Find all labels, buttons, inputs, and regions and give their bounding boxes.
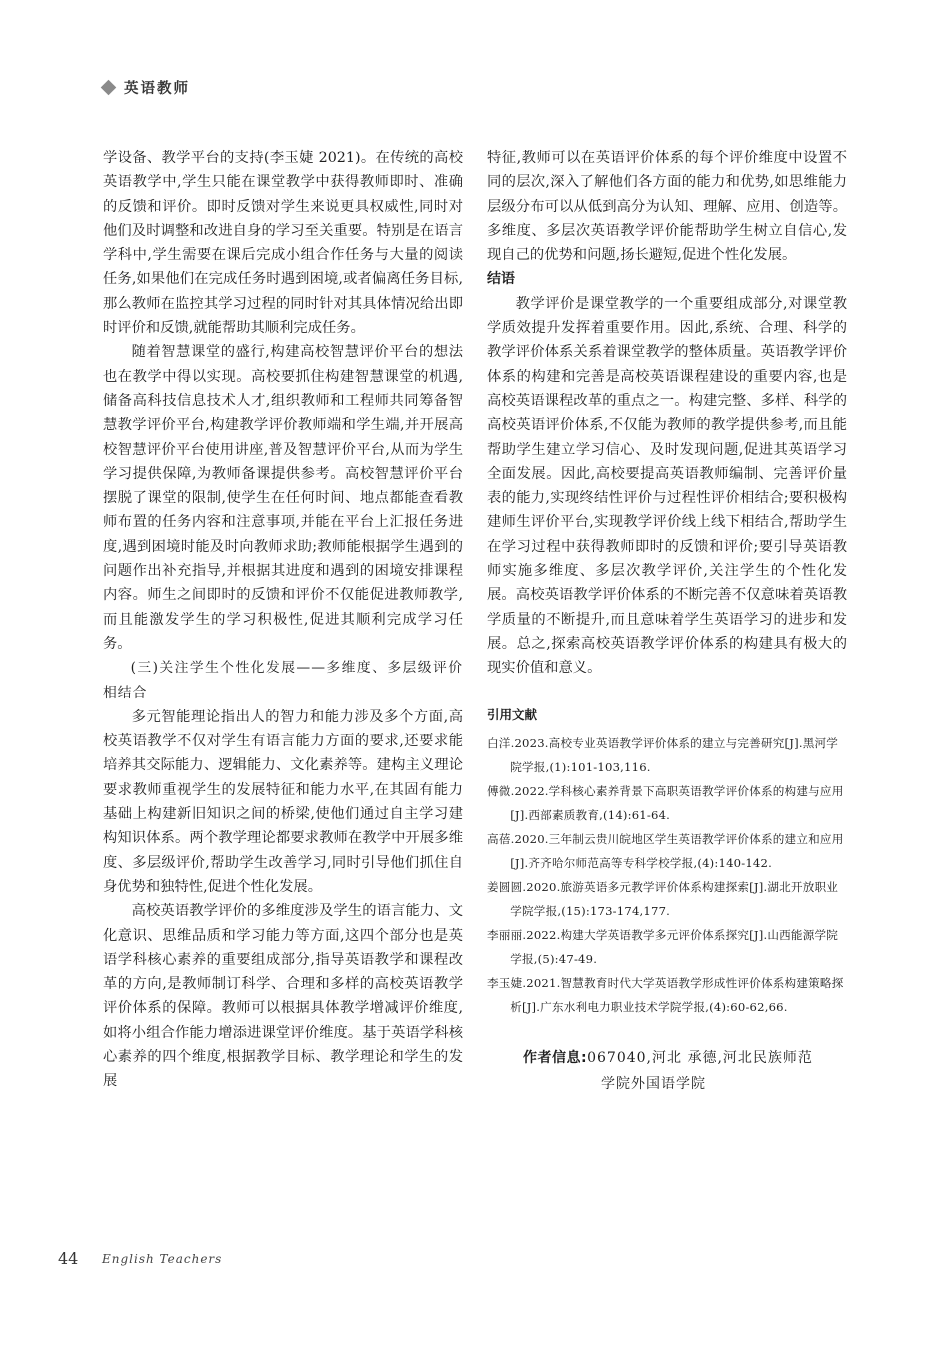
left-column [103,146,463,1094]
reference-item: 白洋.2023.高校专业英语教学评价体系的建立与完善研究[J].黑河学院学报,(1):101-103,116. [487,735,839,774]
reference-list [487,731,847,1019]
paragraph: 随着智慧课堂的盛行,构建高校智慧评价平台的想法也在教学中得以实现。高校要抓住构建智慧课堂的机遇,储备高科技信息技术人才,组织教师和工程师共同筹备智慧教学评价平台,构建教学评价教师端和学生端,并开展高校智慧评价平台使用讲座,普及智慧评价平台,从而为学生学习提供保障,为教师备课提供参考。高校智慧评价平台摆脱了课堂的限制,使学生在任何时间、地点都能查看教师布置的任务内容和注意事项,并能在平台上汇报任务进度,遇到困境时能及时向教师求助;教师能根据学生遇到的问题作出补充指导,并根据其进度和遇到的困境安排课程内容。师生之间即时的反馈和评价不仅能促进教师教学,而且能激发学生的学习积极性,促进其顺利完成学习任务。 [103,344,463,652]
paragraph: 特征,教师可以在英语评价体系的每个评价维度中设置不同的层次,深入了解他们各方面的能力和优势,如思维能力层级分布可以从低到高分为认知、理解、应用、创造等。多维度、多层次英语教学评价能帮助学生树立自信心,发现自己的优势和问题,扬长避短,促进个性化发展。 [487,150,847,264]
journal-english-name: English Teachers [102,1252,223,1266]
reference-item: 傅微.2022.学科核心素养背景下高职英语教学评价体系的构建与应用[J].西部素质教育,(14):61-64. [487,783,844,822]
author-info-label: 作者信息: [523,1049,588,1066]
paragraph: 学设备、教学平台的支持(李玉婕 2021)。在传统的高校英语教学中,学生只能在课堂教学中获得教师即时、准确的反馈和评价。即时反馈对学生来说更具权威性,同时对他们及时调整和改进自身的学习至关重要。特别是在语言学科中,学生需要在课后完成小组合作任务与大量的阅读任务,如果他们在完成任务时遇到困境,或者偏离任务目标,那么教师在监控其学习过程的同时针对其具体情况给出即时评价和反馈,就能帮助其顺利完成任务。 [103,150,463,337]
author-info [487,1045,847,1097]
page-header [103,77,190,98]
paragraph: 教学评价是课堂教学的一个重要组成部分,对课堂教学质效提升发挥着重要作用。因此,系统、合理、科学的教学评价体系关系着课堂教学的整体质量。英语教学评价体系的构建和完善是高校英语课程建设的重要内容,也是高校英语课程改革的重点之一。构建完整、多样、科学的高校英语评价体系,不仅能为教师的教学提供参考,而且能帮助学生建立学习信心、及时发现问题,促进其英语学习全面发展。因此,高校要提高英语教师编制、完善评价量表的能力,实现终结性评价与过程性评价相结合;要积极构建师生评价平台,实现教学评价线上线下相结合,帮助学生在学习过程中获得教师即时的反馈和评价;要引导英语教师实施多维度、多层次教学评价,关注学生的个性化发展。高校英语教学评价体系的不断完善不仅意味着英语教学质量的不断提升,而且意味着学生英语学习的进步和发展。总之,探索高校英语教学评价体系的构建具有极大的现实价值和意义。 [487,295,847,677]
journal-title: 英语教师 [124,81,190,97]
conclusion-heading: 结语 [487,271,515,288]
right-column [487,146,847,1097]
page-number: 44 [58,1249,79,1268]
reference-item: 李丽丽.2022.构建大学英语教学多元评价体系探究[J].山西能源学院学报,(5):47-49. [487,927,839,966]
references-title: 引用文献 [487,706,538,722]
paragraph: 高校英语教学评价的多维度涉及学生的语言能力、文化意识、思维品质和学习能力等方面,这四个部分也是英语学科核心素养的重要组成部分,指导英语教学和课程改革的方向,是教师制订科学、合理和多样的高校英语教学评价体系的保障。教师可以根据具体教学增减评价维度,如将小组合作能力增添进课堂评价维度。基于英语学科核心素养的四个维度,根据教学目标、教学理论和学生的发展 [103,903,463,1090]
section-subheading: (三)关注学生个性化发展——多维度、多层级评价相结合 [103,660,463,701]
author-info-line1: 067040,河北 承德,河北民族师范 [587,1049,813,1066]
paragraph: 多元智能理论指出人的智力和能力涉及多个方面,高校英语教学不仅对学生有语言能力方面的要求,还要求能培养其交际能力、逻辑能力、文化素养等。建构主义理论要求教师重视学生的发展特征和能力水平,在其固有能力基础上构建新旧知识之间的桥梁,使他们通过自主学习建构知识体系。两个教学理论都要求教师在教学中开展多维度、多层级评价,帮助学生改善学习,同时引导他们抓住自身优势和独特性,促进个性化发展。 [103,708,463,895]
reference-item: 高蓓.2020.三年制云贵川皖地区学生英语教学评价体系的建立和应用[J].齐齐哈尔师范高等专科学校学报,(4):140-142. [487,831,844,870]
reference-item: 李玉婕.2021.智慧教育时代大学英语教学形成性评价体系构建策略探析[J].广东水利电力职业技术学院学报,(4):60-62,66. [487,975,844,1014]
author-info-line2: 学院外国语学院 [601,1075,706,1092]
diamond-icon [101,80,117,96]
reference-item: 姜圆圆.2020.旅游英语多元教学评价体系构建探索[J].湖北开放职业学院学报,(15):173-174,177. [487,879,839,918]
